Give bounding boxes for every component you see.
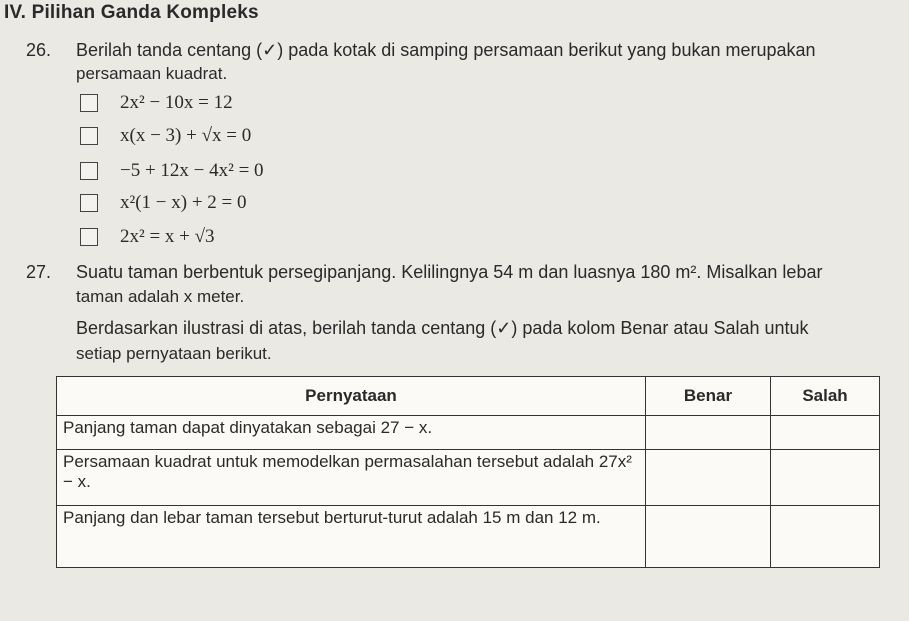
question-27-text-line3: Berdasarkan ilustrasi di atas, berilah tanda centang (✓) pada kolom Benar atau Salah untuk: [76, 318, 809, 338]
benar-cell-2[interactable]: [646, 450, 771, 506]
question-27-number: 27.: [26, 262, 52, 282]
option-1[interactable]: [80, 92, 233, 114]
header-pernyataan: Pernyataan: [57, 377, 646, 416]
benar-cell-3[interactable]: [646, 506, 771, 568]
question-26-number: 26.: [26, 40, 52, 60]
statement-1: Panjang taman dapat dinyatakan sebagai 27 − x.: [57, 416, 646, 450]
option-1-equation: 2x² − 10x = 12: [120, 92, 233, 113]
statement-table: [56, 376, 880, 568]
option-5[interactable]: [80, 226, 215, 248]
option-4-checkbox[interactable]: [80, 194, 98, 212]
option-5-checkbox[interactable]: [80, 228, 98, 246]
question-26-text-line2: persamaan kuadrat.: [76, 64, 228, 83]
salah-cell-2[interactable]: [771, 450, 880, 506]
question-26-text-line1: Berilah tanda centang (✓) pada kotak di samping persamaan berikut yang bukan merupakan: [76, 40, 816, 60]
section-title: IV. Pilihan Ganda Kompleks: [4, 2, 259, 23]
header-benar: Benar: [646, 377, 771, 416]
option-2-equation: x(x − 3) + √x = 0: [120, 125, 252, 146]
option-4-equation: x²(1 − x) + 2 = 0: [120, 192, 247, 213]
salah-cell-1[interactable]: [771, 416, 880, 450]
option-1-checkbox[interactable]: [80, 94, 98, 112]
option-4[interactable]: [80, 192, 247, 214]
option-2-checkbox[interactable]: [80, 127, 98, 145]
question-27-text-line2: taman adalah x meter.: [76, 287, 245, 306]
option-5-equation: 2x² = x + √3: [120, 226, 215, 247]
salah-cell-3[interactable]: [771, 506, 880, 568]
question-27-text-line1: Suatu taman berbentuk persegipanjang. Kelilingnya 54 m dan luasnya 180 m². Misalkan lebar: [76, 262, 823, 282]
statement-2: Persamaan kuadrat untuk memodelkan permasalahan tersebut adalah 27x² − x.: [57, 450, 646, 506]
benar-cell-1[interactable]: [646, 416, 771, 450]
option-3-equation: −5 + 12x − 4x² = 0: [120, 160, 264, 181]
table-row: [57, 416, 880, 450]
question-27-text-line4: setiap pernyataan berikut.: [76, 344, 272, 363]
table-row: [57, 506, 880, 568]
table-header-row: [57, 377, 880, 416]
option-3[interactable]: [80, 160, 264, 182]
statement-3: Panjang dan lebar taman tersebut berturut-turut adalah 15 m dan 12 m.: [57, 506, 646, 568]
table-row: [57, 450, 880, 506]
option-2[interactable]: [80, 125, 251, 147]
header-salah: Salah: [771, 377, 880, 416]
option-3-checkbox[interactable]: [80, 162, 98, 180]
